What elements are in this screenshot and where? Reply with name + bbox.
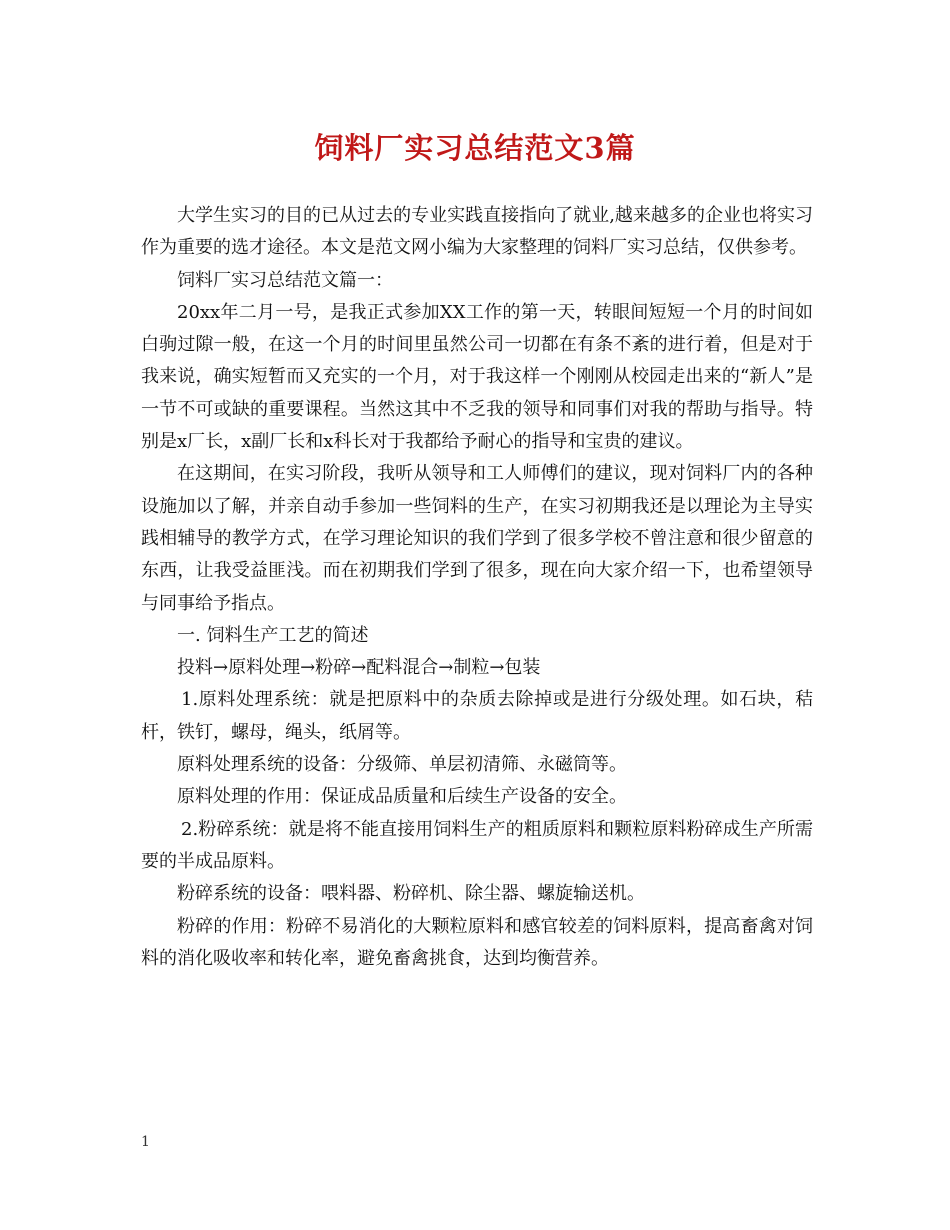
body-paragraph: 20xx年二月一号，是我正式参加XX工作的第一天，转眼间短短一个月的时间如白驹过隙一般，在这一个月的时间里虽然公司一切都在有条不紊的进行着，但是对于我来说，确实短暂而又充实的一个月，对于我这样一个刚刚从校园走出来的“新人”是一节不可或缺的重要课程。当然这其中不乏我的领导和同事们对我的帮助与指导。特别是x厂长，x副厂长和x科长对于我都给予耐心的指导和宝贵的建议。 bbox=[141, 301, 813, 453]
body-paragraph: 原料处理的作用：保证成品质量和后续生产设备的安全。 bbox=[177, 786, 627, 808]
numbered-item: 1.原料处理系统：就是把原料中的杂质去除掉或是进行分级处理。如石块，秸杆，铁钉，螺母，绳头，纸屑等。 bbox=[141, 689, 813, 743]
intro-paragraph: 大学生实习的目的已从过去的专业实践直接指向了就业,越来越多的企业也将实习作为重要的选才途径。本文是范文网小编为大家整理的饲料厂实习总结，仅供参考。 bbox=[141, 205, 813, 259]
subsection-heading: 一. 饲料生产工艺的简述 bbox=[177, 624, 369, 646]
document-title: 饲料厂实习总结范文3篇 bbox=[314, 131, 636, 165]
process-flow: 投料→原料处理→粉碎→配料混合→制粒→包装 bbox=[177, 657, 541, 679]
numbered-item: 2.粉碎系统：就是将不能直接用饲料生产的粗质原料和颗粒原料粉碎成生产所需要的半成品原料。 bbox=[141, 818, 813, 872]
page-number: 1 bbox=[141, 1134, 150, 1150]
body-paragraph: 原料处理系统的设备：分级筛、单层初清筛、永磁筒等。 bbox=[177, 754, 627, 776]
body-paragraph: 粉碎系统的设备：喂料器、粉碎机、除尘器、螺旋输送机。 bbox=[177, 883, 645, 905]
document-body bbox=[141, 200, 813, 975]
body-paragraph: 粉碎的作用：粉碎不易消化的大颗粒原料和感官较差的饲料原料，提高畜禽对饲料的消化吸收率和转化率，避免畜禽挑食，达到均衡营养。 bbox=[141, 915, 813, 969]
section-heading: 饲料厂实习总结范文篇一： bbox=[177, 269, 393, 291]
body-paragraph: 在这期间，在实习阶段，我听从领导和工人师傅们的建议，现对饲料厂内的各种设施加以了解，并亲自动手参加一些饲料的生产，在实习初期我还是以理论为主导实践相辅导的教学方式，在学习理论知识的我们学到了很多学校不曾注意和很少留意的东西，让我受益匪浅。而在初期我们学到了很多，现在向大家介绍一下，也希望领导与同事给予指点。 bbox=[141, 463, 813, 614]
